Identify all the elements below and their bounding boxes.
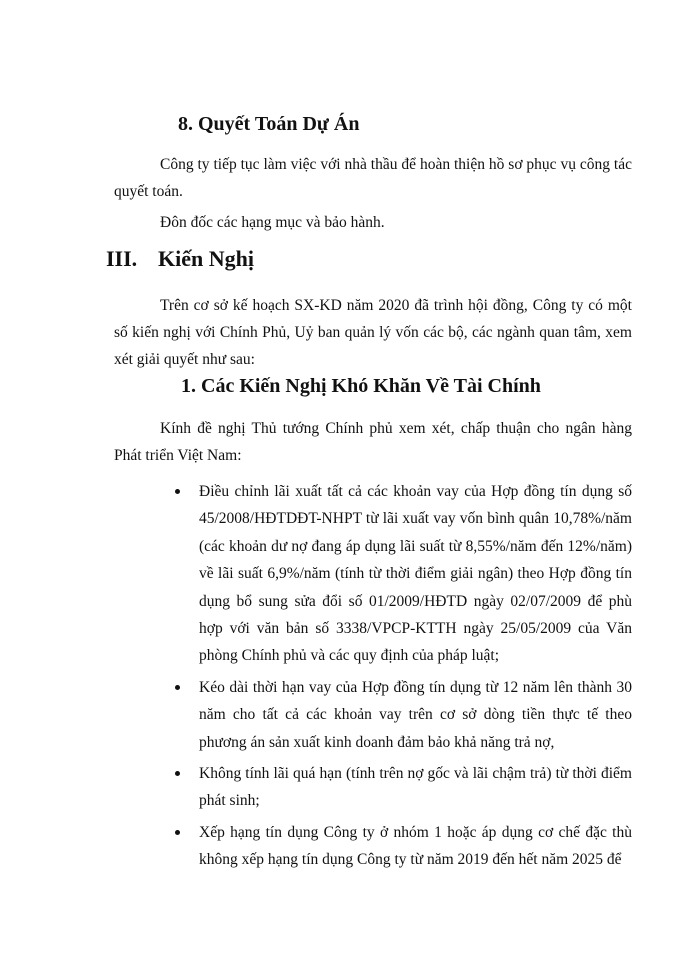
list-item xyxy=(172,674,632,756)
section-3-number: III. xyxy=(106,246,138,271)
section-8-paragraph-2: Đôn đốc các hạng mục và bảo hành. xyxy=(160,214,385,231)
list-item-text: Kéo dài thời hạn vay của Hợp đồng tín dụng từ 12 năm lên thành 30 năm cho tất cả các khoản vay trên cơ sở dòng tiền thực tế theo phương án sản xuất kinh doanh đảm bảo khả năng trả nợ, xyxy=(199,678,632,751)
section-3-heading xyxy=(106,246,254,272)
list-item xyxy=(172,760,632,815)
bullet-icon xyxy=(175,489,180,494)
section-8-paragraph-1: Công ty tiếp tục làm việc với nhà thầu để hoàn thiện hồ sơ phục vụ công tác quyết toán. xyxy=(114,156,632,200)
section-8-heading: 8. Quyết Toán Dự Án xyxy=(178,113,360,135)
recommendation-list xyxy=(172,478,632,878)
subsection-1-intro: Kính đề nghị Thủ tướng Chính phủ xem xét, chấp thuận cho ngân hàng Phát triển Việt Nam: xyxy=(114,420,632,464)
list-item xyxy=(172,478,632,670)
section-3-title: Kiến Nghị xyxy=(158,246,254,271)
bullet-icon xyxy=(175,685,180,690)
bullet-icon xyxy=(175,771,180,776)
list-item-text: Điều chỉnh lãi xuất tất cả các khoản vay của Hợp đồng tín dụng số 45/2008/HĐTDĐT-NHPT từ lãi xuất vay vốn bình quân 10,78%/năm (các khoản dư nợ đang áp dụng lãi suất từ 8,55%/năm đến 12%/năm) về lãi suất 6,9%/năm (tính từ thời điểm giải ngân) theo Hợp đồng tín dụng bổ sung sửa đổi số 01/2009/HĐTD ngày 02/07/2009 để phù hợp với văn bản số 3338/VPCP-KTTH ngày 25/05/2009 của Văn phòng Chính phủ và các quy định của pháp luật; xyxy=(199,483,632,665)
list-item-text: Xếp hạng tín dụng Công ty ở nhóm 1 hoặc áp dụng cơ chế đặc thù không xếp hạng tín dụng Công ty từ năm 2019 đến hết năm 2025 để xyxy=(199,823,632,869)
bullet-icon xyxy=(175,830,180,835)
list-item-text: Không tính lãi quá hạn (tính trên nợ gốc và lãi chậm trả) từ thời điểm phát sinh; xyxy=(199,765,632,810)
list-item xyxy=(172,819,632,874)
subsection-1-heading: 1. Các Kiến Nghị Khó Khăn Về Tài Chính xyxy=(181,375,541,397)
section-3-intro: Trên cơ sở kế hoạch SX-KD năm 2020 đã trình hội đồng, Công ty có một số kiến nghị với Chính Phủ, Uỷ ban quản lý vốn các bộ, các ngành quan tâm, xem xét giải quyết như sau: xyxy=(114,297,632,368)
